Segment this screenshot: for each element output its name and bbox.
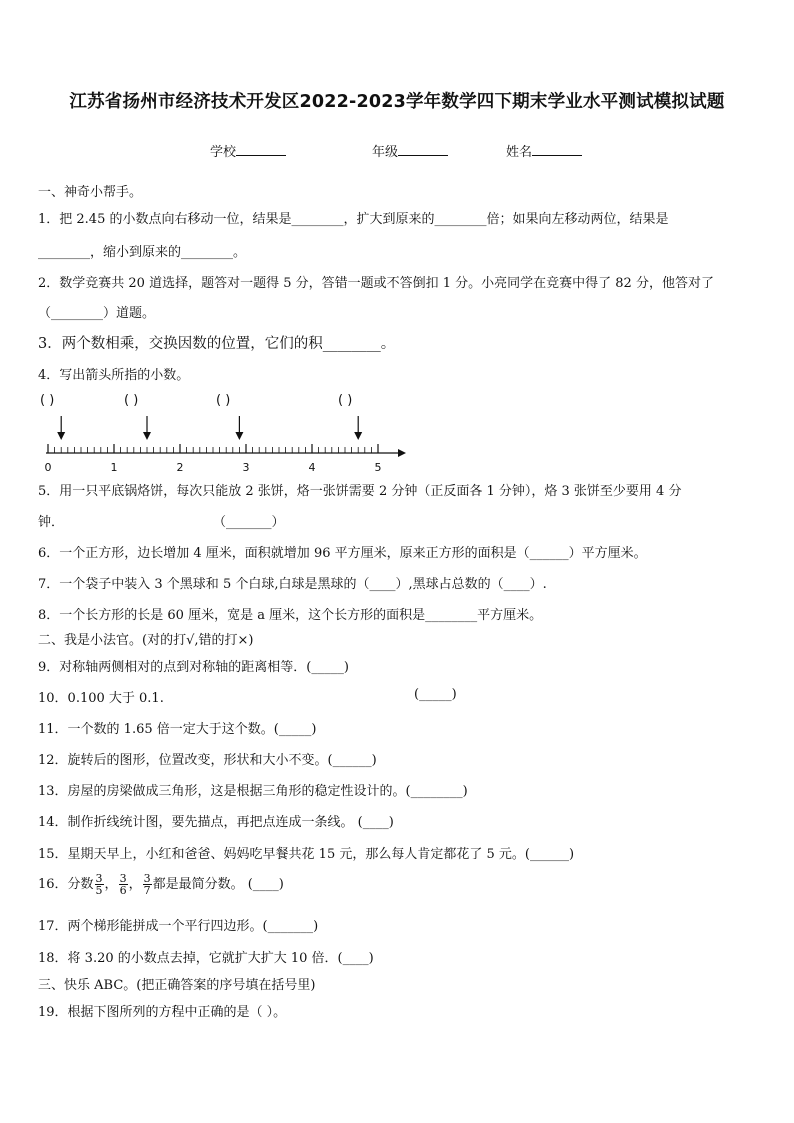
answer-paren-1: ( ) [40,393,55,408]
arrow-group [57,416,362,440]
school-blank[interactable] [236,143,286,156]
question-17: 17．两个梯形能拼成一个平行四边形。(_______) [38,919,319,934]
question-9: 9．对称轴两侧相对的点到对称轴的距离相等．(_____) [38,660,349,675]
name-label: 姓名 [506,145,533,160]
name-field [506,141,582,160]
school-label: 学校 [210,145,237,160]
tick-label: 0 [44,461,52,474]
answer-paren-4: ( ) [338,393,353,408]
question-8: 8．一个长方形的长是 60 厘米，宽是 a 厘米，这个长方形的面积是________平方厘米。 [38,608,543,623]
question-1-line-2: ________，缩小到原来的________。 [38,245,247,260]
question-18: 18．将 3.20 的小数点去掉，它就扩大扩大 10 倍．(____) [38,951,374,966]
grade-blank[interactable] [398,143,448,156]
answer-paren-2: ( ) [124,393,139,408]
page-title: 江苏省扬州市经济技术开发区2022-2023学年数学四下期末学业水平测试模拟试题 [69,92,725,112]
question-5-answer: （_______） [213,515,285,530]
number-line-figure [36,386,416,474]
tick-group [48,444,378,453]
question-15: 15．星期天早上，小红和爸爸、妈妈吃早餐共花 15 元，那么每人肯定都花了 5 元。(______) [38,847,575,862]
school-field [210,141,286,160]
fraction-2 [119,873,128,896]
tick-label: 4 [308,461,316,474]
section-3-heading: 三、快乐 ABC。(把正确答案的序号填在括号里) [38,978,316,993]
section-2-heading: 二、我是小法官。(对的打√,错的打×) [38,633,254,648]
answer-paren-3: ( ) [216,393,231,408]
section-1-heading: 一、神奇小帮手。 [38,185,143,200]
question-10-answer: (_____) [414,687,457,702]
name-blank[interactable] [532,143,582,156]
tick-label: 3 [242,461,250,474]
question-16-separator-1: ， [104,877,118,892]
fraction-3 [143,873,152,896]
fraction-2-denominator: 6 [119,884,127,897]
fraction-1 [95,873,104,896]
question-2-line-1: 2．数学竞赛共 20 道选择，题答对一题得 5 分，答错一题或不答倒扣 1 分。小亮同学在竞赛中得了 82 分，他答对了 [38,276,714,291]
question-2-line-2: （________）道题。 [38,306,156,321]
fraction-1-numerator: 3 [95,872,103,885]
fraction-1-denominator: 5 [95,884,103,897]
question-13: 13．房屋的房梁做成三角形，这是根据三角形的稳定性设计的。(________) [38,784,468,799]
question-16-separator-2: ， [128,877,142,892]
fraction-2-numerator: 3 [119,872,127,885]
question-10: 10．0.100 大于 0.1. [38,691,164,706]
pointer-arrow-head [235,432,243,440]
grade-field [372,141,448,160]
question-16-lead: 16．分数 [38,877,94,892]
question-19: 19．根据下图所列的方程中正确的是（ ）。 [38,1005,287,1020]
fraction-3-denominator: 7 [143,884,151,897]
question-16 [38,873,284,896]
pointer-arrow-head [57,432,65,440]
label-group [45,461,382,474]
question-14: 14．制作折线统计图，要先描点，再把点连成一条线。 (____) [38,815,394,830]
question-12: 12．旋转后的图形，位置改变，形状和大小不变。(______) [38,753,377,768]
tick-label: 2 [176,461,184,474]
pointer-arrow-head [143,432,151,440]
question-4: 4．写出箭头所指的小数。 [38,368,190,383]
question-5-line-1: 5．用一只平底锅烙饼，每次只能放 2 张饼，烙一张饼需要 2 分钟（正反面各 1 分钟），烙 3 张饼至少要用 4 分 [38,484,682,499]
question-1-line-1: 1．把 2.45 的小数点向右移动一位，结果是________，扩大到原来的________倍；如果向左移动两位，结果是 [38,212,669,227]
question-5-line-2: 钟． [38,515,65,530]
question-6: 6．一个正方形，边长增加 4 厘米，面积就增加 96 平方厘米，原来正方形的面积是（______）平方厘米。 [38,546,647,561]
question-11: 11．一个数的 1.65 倍一定大于这个数。(_____) [38,722,317,737]
question-7: 7．一个袋子中装入 3 个黑球和 5 个白球,白球是黑球的（____）,黑球占总数的（____）. [38,577,547,592]
tick-label: 1 [110,461,118,474]
grade-label: 年级 [372,145,399,160]
question-3: 3．两个数相乘，交换因数的位置，它们的积________。 [38,336,396,352]
fraction-3-numerator: 3 [143,872,151,885]
axis-arrowhead [398,449,406,457]
pointer-arrow-head [354,432,362,440]
question-16-tail: 都是最简分数。 (____) [152,877,284,892]
tick-label: 5 [374,461,382,474]
